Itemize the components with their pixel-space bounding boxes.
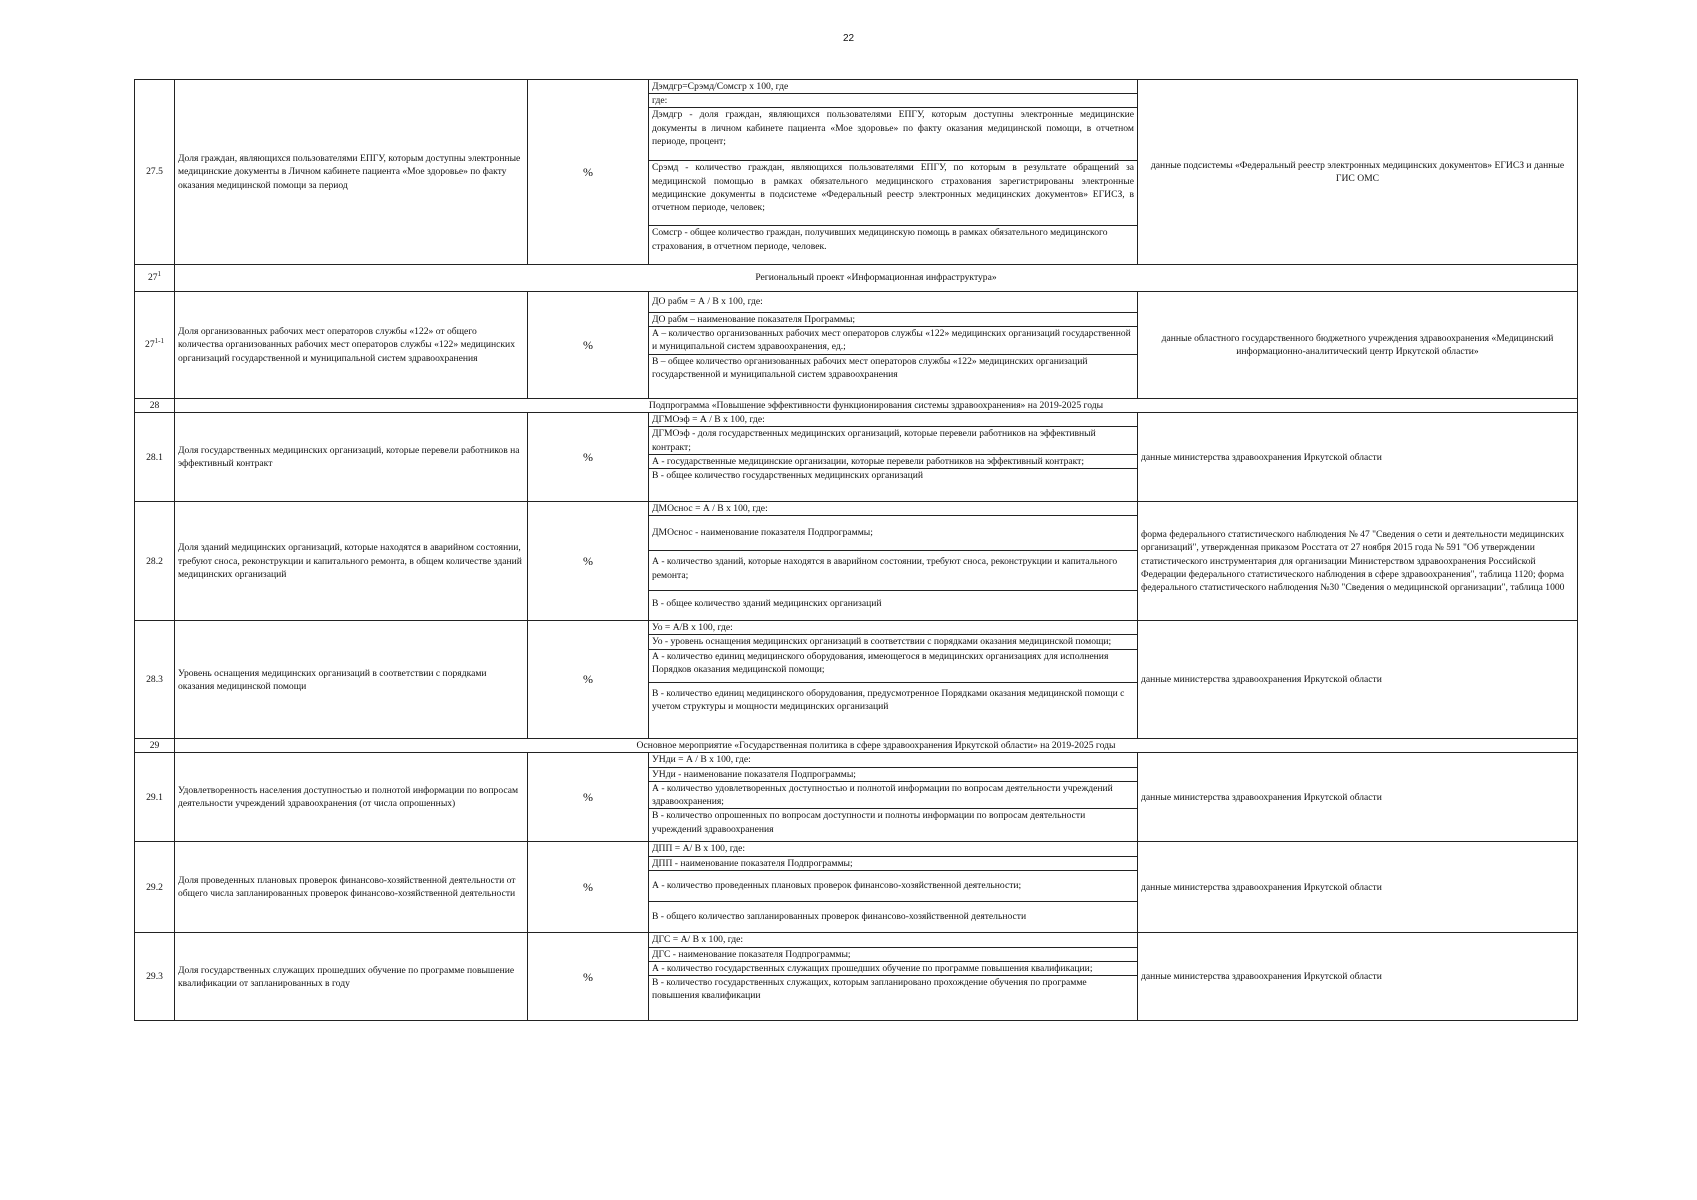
formula-cell bbox=[649, 621, 1138, 739]
indicator-name: Доля зданий медицинских организаций, которые находятся в аварийном состоянии, требуют сноса, реконструкции и капитального ремонта, в общем количестве зданий медицинских организаций bbox=[175, 502, 528, 621]
data-source: данные министерства здравоохранения Иркутской области bbox=[1138, 933, 1578, 1021]
table-row bbox=[135, 842, 1578, 933]
formula-line: Срэмд - количество граждан, являющихся пользователями ЕПГУ, по которым в результате обращений за медицинской помощью в рамках обязательного медицинского страхования зарегистрированы электронные медицинские документы в подсистеме «Федеральный реестр электронных медицинских документов» ЕГИСЗ, в отчетном периоде, человек; bbox=[649, 161, 1137, 226]
indicators-table bbox=[134, 79, 1578, 1021]
formula-line: В - количество единиц медицинского оборудования, предусмотренное Порядками оказания медицинской помощи с учетом структуры и мощности медицинских организаций bbox=[652, 687, 1125, 712]
formula-line: А - количество зданий, которые находятся в аварийном состоянии, требуют сноса, реконструкции и капитального ремонта; bbox=[649, 551, 1137, 591]
formula-line: А – количество организованных рабочих мест операторов службы «122» медицинских организаций государственной и муниципальной систем здравоохранения, ед.; bbox=[649, 327, 1137, 354]
formula-line: ДМОснос = А / В х 100, где: bbox=[649, 502, 1137, 516]
indicator-name: Уровень оснащения медицинских организаций в соответствии с порядками оказания медицинской помощи bbox=[175, 621, 528, 739]
formula-line: ДПП - наименование показателя Подпрограммы; bbox=[649, 857, 1137, 871]
formula-line: УНди - наименование показателя Подпрограммы; bbox=[649, 768, 1137, 782]
formula-line: В – общее количество организованных рабочих мест операторов службы «122» медицинских организаций государственной и муниципальной систем здравоохранения bbox=[652, 355, 1088, 380]
formula-cell bbox=[649, 842, 1138, 933]
formula-cell bbox=[649, 753, 1138, 842]
data-source: данные министерства здравоохранения Иркутской области bbox=[1138, 413, 1578, 502]
section-title: Региональный проект «Информационная инфраструктура» bbox=[175, 265, 1578, 292]
unit: % bbox=[528, 413, 649, 502]
section-row bbox=[135, 265, 1578, 292]
indicator-name: Доля проведенных плановых проверок финансово-хозяйственной деятельности от общего числа запланированных проверок финансово-хозяйственной деятельности bbox=[175, 842, 528, 933]
formula-cell bbox=[649, 933, 1138, 1021]
data-source: данные подсистемы «Федеральный реестр электронных медицинских документов» ЕГИСЗ и данные ГИС ОМС bbox=[1138, 80, 1578, 265]
formula-line: где: bbox=[649, 94, 1137, 108]
section-number: $27^1$ bbox=[135, 265, 175, 292]
data-source: данные министерства здравоохранения Иркутской области bbox=[1138, 621, 1578, 739]
section-row bbox=[135, 739, 1578, 753]
unit: % bbox=[528, 753, 649, 842]
formula-line: ДМОснос - наименование показателя Подпрограммы; bbox=[649, 516, 1137, 551]
unit: % bbox=[528, 842, 649, 933]
table-row bbox=[135, 621, 1578, 739]
formula-line: ДГМОэф - доля государственных медицинских организаций, которые перевели работников на эффективный контракт; bbox=[649, 427, 1137, 454]
indicator-name: Доля организованных рабочих мест операторов службы «122» от общего количества организованных рабочих мест операторов службы «122» медицинских организаций государственной и муниципальной систем здравоохранения bbox=[175, 292, 528, 399]
unit: % bbox=[528, 621, 649, 739]
row-number: 28.2 bbox=[135, 502, 175, 621]
formula-line: А - количество государственных служащих прошедших обучение по программе повышения квалификации; bbox=[649, 962, 1137, 976]
formula-line: ДПП = А/ В х 100, где: bbox=[649, 842, 1137, 856]
row-number: 29.1 bbox=[135, 753, 175, 842]
table-row bbox=[135, 933, 1578, 1021]
formula-line: Уо = А/В х 100, где: bbox=[649, 621, 1137, 635]
table-row bbox=[135, 413, 1578, 502]
formula-line: В - количество государственных служащих, которым запланировано прохождение обучения по программе повышения квалификации bbox=[652, 977, 1087, 1002]
indicator-name: Доля государственных медицинских организаций, которые перевели работников на эффективный контракт bbox=[175, 413, 528, 502]
table-row bbox=[135, 502, 1578, 621]
formula-line: Дэмдгр - доля граждан, являющихся пользователями ЕПГУ, которым доступны электронные медицинские документы в личном кабинете пациента «Мое здоровье» по факту оказания медицинской помощи, в отчетном периоде, процент; bbox=[649, 108, 1137, 161]
formula-line: Уо - уровень оснащения медицинских организаций в соответствии с порядками оказания медицинской помощи; bbox=[649, 635, 1137, 649]
formula-line: А - количество удовлетворенных доступностью и полнотой информации по вопросам деятельности учреждений здравоохранения; bbox=[649, 782, 1137, 809]
unit: % bbox=[528, 292, 649, 399]
row-number: 27$^{1-1}$ bbox=[135, 292, 175, 399]
unit: % bbox=[528, 502, 649, 621]
section-title: Основное мероприятие «Государственная политика в сфере здравоохранения Иркутской области» на 2019-2025 годы bbox=[175, 739, 1578, 753]
formula-line: ДГМОэф = А / В х 100, где: bbox=[649, 413, 1137, 427]
formula-line: В - количество опрошенных по вопросам доступности и полноты информации по вопросам деятельности учреждений здравоохранения bbox=[652, 810, 1086, 835]
section-number: 29 bbox=[135, 739, 175, 753]
section-number: 28 bbox=[135, 399, 175, 413]
formula-line: А - количество единиц медицинского оборудования, имеющегося в медицинских организациях для исполнения Порядков оказания медицинской помощи; bbox=[649, 650, 1137, 683]
row-number: 28.1 bbox=[135, 413, 175, 502]
formula-line: А - количество проведенных плановых проверок финансово-хозяйственной деятельности; bbox=[649, 871, 1137, 902]
indicator-name: Удовлетворенность населения доступностью и полнотой информации по вопросам деятельности учреждений здравоохранения (от числа опрошенных) bbox=[175, 753, 528, 842]
formula-cell bbox=[649, 292, 1138, 399]
formula-cell bbox=[649, 80, 1138, 265]
page-number: 22 bbox=[842, 33, 855, 44]
table-row bbox=[135, 292, 1578, 399]
unit: % bbox=[528, 933, 649, 1021]
formula-line: В - общее количество зданий медицинских организаций bbox=[652, 598, 882, 610]
formula-line: ДГС - наименование показателя Подпрограммы; bbox=[649, 948, 1137, 962]
section-title: Подпрограмма «Повышение эффективности функционирования системы здравоохранения» на 2019-2025 годы bbox=[175, 399, 1578, 413]
formula-line: ДО рабм – наименование показателя Программы; bbox=[649, 313, 1137, 327]
data-source: данные министерства здравоохранения Иркутской области bbox=[1138, 753, 1578, 842]
formula-cell bbox=[649, 413, 1138, 502]
unit: % bbox=[528, 80, 649, 265]
section-row bbox=[135, 399, 1578, 413]
table-row bbox=[135, 753, 1578, 842]
indicator-name: Доля граждан, являющихся пользователями ЕПГУ, которым доступны электронные медицинские документы в Личном кабинете пациента «Мое здоровье» по факту оказания медицинской помощи за период bbox=[175, 80, 528, 265]
formula-cell bbox=[649, 502, 1138, 621]
formula-line: ДГС = А/ В х 100, где: bbox=[649, 933, 1137, 947]
formula-line: УНди = А / В х 100, где: bbox=[649, 753, 1137, 767]
table-row bbox=[135, 80, 1578, 265]
row-number: 27.5 bbox=[135, 80, 175, 265]
data-source: форма федерального статистического наблюдения № 47 "Сведения о сети и деятельности медицинских организаций", утвержденная приказом Росстата от 27 ноября 2015 года № 591 "Об утверждении статистического инструментария для организации Министерством здравоохранения Российской Федерации федерального статистического наблюдения в сфере здравоохранения", таблица 1120; форма федерального статистического наблюдения №30 "Сведения о медицинской организации", таблица 1000 bbox=[1138, 502, 1578, 621]
row-number: 29.3 bbox=[135, 933, 175, 1021]
formula-line: ДО рабм = А / В х 100, где: bbox=[649, 292, 1137, 313]
row-number: 28.3 bbox=[135, 621, 175, 739]
formula-line: А - государственные медицинские организации, которые перевели работников на эффективный контракт; bbox=[649, 455, 1137, 469]
formula-line: Дэмдгр=Срэмд/Сомсгр х 100, где bbox=[649, 80, 1137, 94]
formula-line: Сомсгр - общее количество граждан, получивших медицинскую помощь в рамках обязательного медицинского страхования, в отчетном периоде, человек. bbox=[652, 227, 1108, 252]
row-number: 29.2 bbox=[135, 842, 175, 933]
formula-line: В - общее количество государственных медицинских организаций bbox=[652, 470, 924, 482]
formula-line: В - общего количество запланированных проверок финансово-хозяйственной деятельности bbox=[652, 910, 1027, 922]
data-source: данные областного государственного бюджетного учреждения здравоохранения «Медицинский информационно-аналитический центр Иркутской области» bbox=[1138, 292, 1578, 399]
data-source: данные министерства здравоохранения Иркутской области bbox=[1138, 842, 1578, 933]
indicator-name: Доля государственных служащих прошедших обучение по программе повышение квалификации от запланированных в году bbox=[175, 933, 528, 1021]
